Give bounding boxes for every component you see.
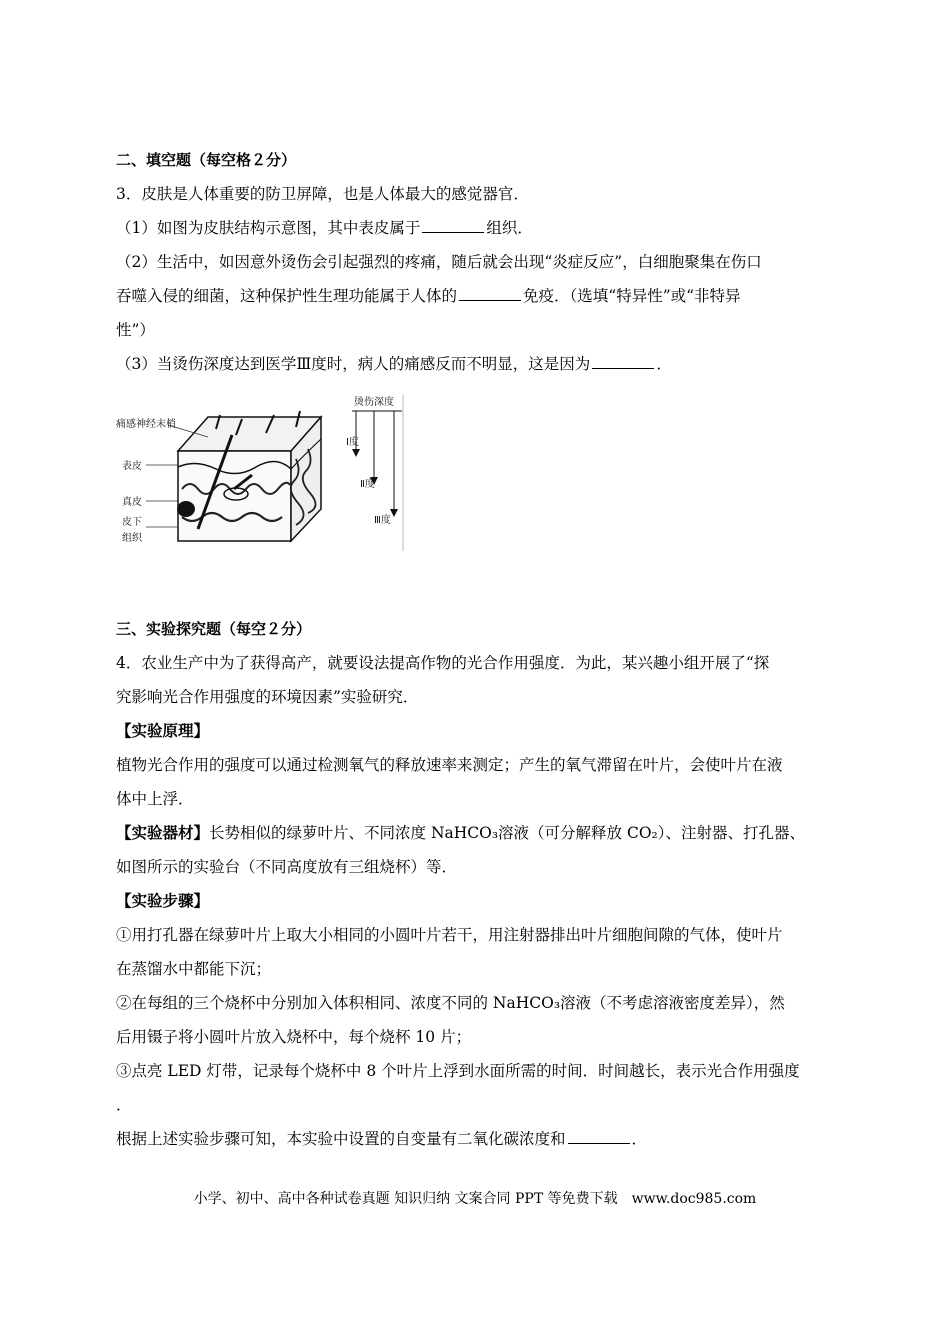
step1-line1: ①用打孔器在绿萝叶片上取大小相同的小圆叶片若干，用注射器排出叶片细胞间隙的气体，使叶片 xyxy=(116,926,783,944)
steps-heading: 【实验步骤】 xyxy=(116,891,210,910)
materials-text: 长势相似的绿萝叶片、不同浓度 NaHCO₃溶液（可分解释放 CO₂）、注射器、打孔器、 xyxy=(209,824,806,842)
section-2-title: 二、填空题（每空格２分） xyxy=(116,151,297,169)
step3-line1: ③点亮 LED 灯带，记录每个烧杯中 8 个叶片上浮到水面所需的时间．时间越长，表示光合作用强度 xyxy=(116,1062,800,1080)
q4-line2: 究影响光合作用强度的环境因素”实验研究． xyxy=(116,688,419,706)
step2-line2: 后用镊子将小圆叶片放入烧杯中，每个烧杯 10 片； xyxy=(116,1028,472,1046)
conclusion-text: 根据上述实验步骤可知，本实验中设置的自变量有二氧化碳浓度和 xyxy=(116,1130,566,1148)
q4-line1: 4．农业生产中为了获得高产，就要设法提高作物的光合作用强度．为此，某兴趣小组开展了“探 xyxy=(116,654,770,672)
label-degree-3: Ⅲ度 xyxy=(374,515,391,526)
materials-line1 xyxy=(116,816,838,850)
label-subcutaneous-2: 组织 xyxy=(122,533,142,544)
q3-stem: 3．皮肤是人体重要的防卫屏障，也是人体最大的感觉器官． xyxy=(116,185,529,203)
q3-part3-text: （3）当烫伤深度达到医学Ⅲ度时，病人的痛感反而不明显，这是因为 xyxy=(116,355,591,373)
step1-line2: 在蒸馏水中都能下沉； xyxy=(116,960,272,978)
q3-part3-tail: ． xyxy=(656,355,672,373)
label-degree-1: Ⅰ度 xyxy=(346,437,359,448)
label-epidermis: 表皮 xyxy=(122,461,142,472)
q3-part2-line3: 性”） xyxy=(116,321,155,339)
answer-blank-3[interactable] xyxy=(592,354,654,369)
principle-line1: 植物光合作用的强度可以通过检测氧气的释放速率来测定；产生的氧气滞留在叶片，会使叶片在液 xyxy=(116,756,783,774)
step2-line1: ②在每组的三个烧杯中分别加入体积相同、浓度不同的 NaHCO₃溶液（不考虑溶液密度差异），然 xyxy=(116,994,785,1012)
label-burn-depth: 烫伤深度 xyxy=(354,397,394,408)
label-dermis: 真皮 xyxy=(122,497,142,508)
q3-part1 xyxy=(116,211,838,245)
principle-line2: 体中上浮． xyxy=(116,790,194,808)
skin-structure-figure xyxy=(116,389,406,551)
q3-part2-line2 xyxy=(116,279,838,313)
q3-part3 xyxy=(116,347,838,381)
q3-part1-tail: 组织． xyxy=(486,219,533,237)
materials-heading: 【实验器材】 xyxy=(116,823,210,842)
q3-part2-text: 吞噬入侵的细菌，这种保护性生理功能属于人体的 xyxy=(116,287,458,305)
principle-heading: 【实验原理】 xyxy=(116,721,210,740)
q3-part2-tail: 免疫．（选填“特异性”或“非特异 xyxy=(523,287,741,305)
label-subcutaneous-1: 皮下 xyxy=(122,517,142,528)
q3-part2-line1: （2）生活中，如因意外烫伤会引起强烈的疼痛，随后就会出现“炎症反应”，白细胞聚集在伤口 xyxy=(116,253,762,271)
answer-blank-1[interactable] xyxy=(422,218,484,233)
step3-line2: ． xyxy=(116,1096,132,1114)
conclusion-line xyxy=(116,1122,838,1156)
answer-blank-4[interactable] xyxy=(568,1129,630,1144)
materials-line2: 如图所示的实验台（不同高度放有三组烧杯）等． xyxy=(116,858,458,876)
section-3-title: 三、实验探究题（每空２分） xyxy=(116,620,312,638)
skin-diagram xyxy=(116,389,406,551)
page-footer: 小学、初中、高中各种试卷真题 知识归纳 文案合同 PPT 等免费下载 www.doc985.com xyxy=(193,1191,757,1207)
section-2 xyxy=(116,143,838,381)
section-3 xyxy=(116,612,838,1156)
label-pain-nerve: 痛感神经末梢 xyxy=(116,419,176,430)
answer-blank-2[interactable] xyxy=(459,286,521,301)
label-degree-2: Ⅱ度 xyxy=(360,479,375,490)
q3-part1-text: （1）如图为皮肤结构示意图，其中表皮属于 xyxy=(116,219,421,237)
conclusion-tail: ． xyxy=(631,1130,648,1148)
